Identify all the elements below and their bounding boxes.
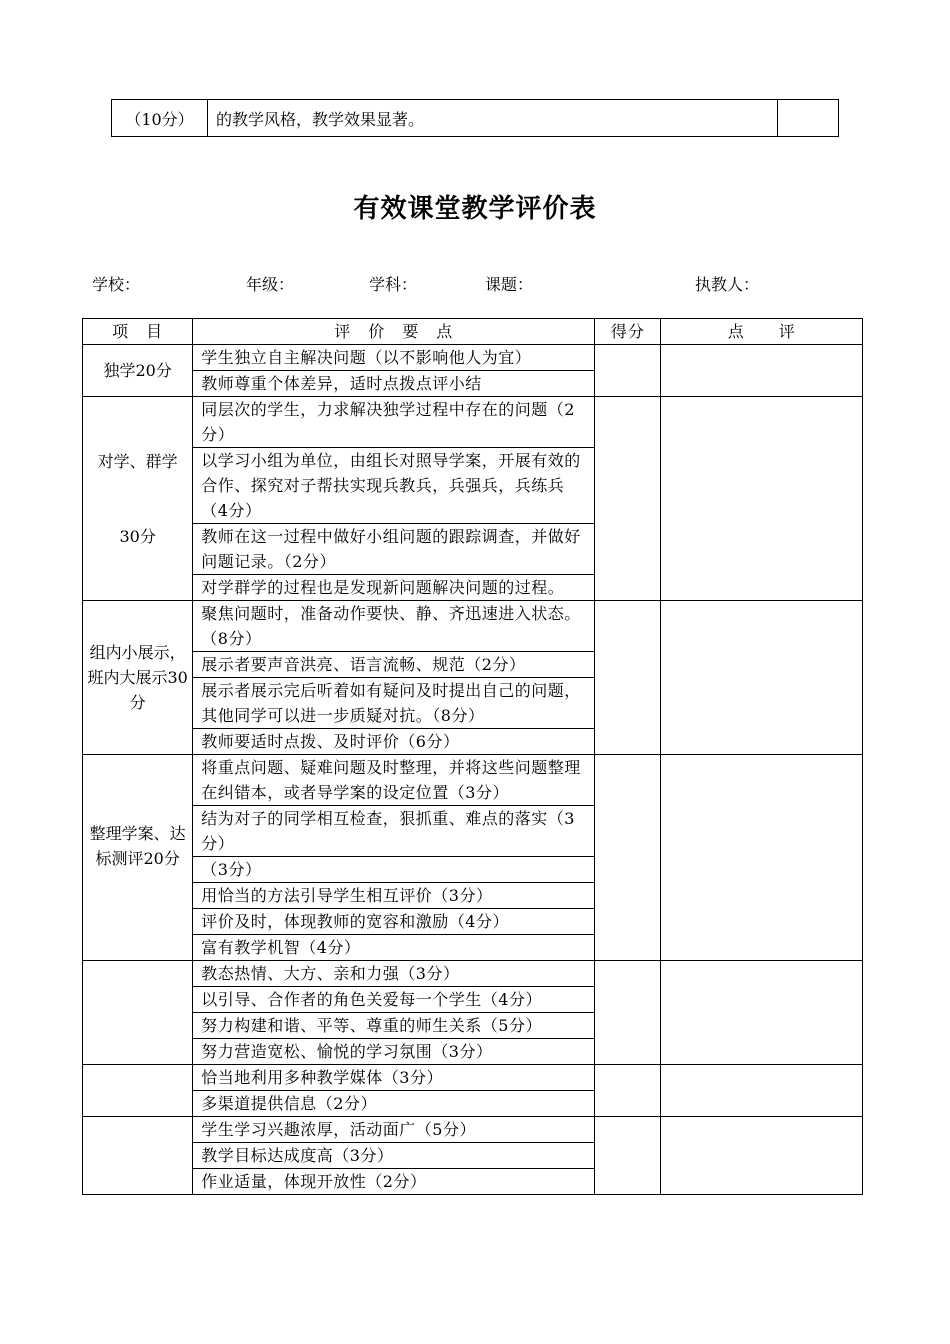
score-cell (595, 1065, 661, 1117)
header-score: 得分 (595, 319, 661, 345)
comment-cell (661, 601, 863, 755)
point-cell: 教学目标达成度高（3分） (193, 1143, 595, 1169)
point-cell: 教师尊重个体差异，适时点拨点评小结 (193, 371, 595, 397)
header-points: 评 价 要 点 (193, 319, 595, 345)
point-cell: 结为对子的同学相互检查，狠抓重、难点的落实（3分） (193, 806, 595, 857)
point-cell: 学生独立自主解决问题（以不影响他人为宜） (193, 345, 595, 371)
point-cell: 作业适量，体现开放性（2分） (193, 1169, 595, 1195)
table-row (83, 397, 863, 448)
point-cell: 用恰当的方法引导学生相互评价（3分） (193, 883, 595, 909)
score-cell: （10分） (112, 100, 208, 137)
point-cell: （3分） (193, 857, 595, 883)
school-label: 学校： (92, 275, 141, 294)
item-label: 独学20分 (103, 361, 172, 380)
table-row (83, 1117, 863, 1143)
point-cell: 同层次的学生，力求解决独学过程中存在的问题（2分） (193, 397, 595, 448)
item-cell (83, 1117, 193, 1195)
point-cell: 教态热情、大方、亲和力强（3分） (193, 961, 595, 987)
point-cell: 对学群学的过程也是发现新问题解决问题的过程。 (193, 575, 595, 601)
item-cell (83, 961, 193, 1065)
point-cell: 以学习小组为单位，由组长对照导学案，开展有效的合作、探究对子帮扶实现兵教兵，兵强兵，兵练兵（4分） (193, 448, 595, 524)
header-comment: 点 评 (661, 319, 863, 345)
table-row (83, 345, 863, 371)
score-cell (595, 755, 661, 961)
point-cell: 将重点问题、疑难问题及时整理，并将这些问题整理在纠错本，或者导学案的设定位置（3分） (193, 755, 595, 806)
comment-cell (661, 1117, 863, 1195)
point-cell: 聚焦问题时，准备动作要快、静、齐迅速进入状态。（8分） (193, 601, 595, 652)
table-header-row (83, 319, 863, 345)
score-cell (595, 601, 661, 755)
evaluation-table (82, 318, 863, 1195)
point-cell: 多渠道提供信息（2分） (193, 1091, 595, 1117)
subject-label: 学科： (369, 275, 418, 294)
item-cell (83, 345, 193, 397)
point-cell: 教师在这一过程中做好小组问题的跟踪调查，并做好问题记录。（2分） (193, 524, 595, 575)
comment-cell (661, 397, 863, 601)
point-cell: 以引导、合作者的角色关爱每一个学生（4分） (193, 987, 595, 1013)
item-cell (83, 397, 193, 601)
score-cell (595, 345, 661, 397)
point-cell: 评价及时，体现教师的宽容和激励（4分） (193, 909, 595, 935)
table-row (83, 961, 863, 987)
point-cell: 教师要适时点拨、及时评价（6分） (193, 729, 595, 755)
header-item: 项 目 (83, 319, 193, 345)
comment-cell (661, 755, 863, 961)
point-cell: 学生学习兴趣浓厚，活动面广（5分） (193, 1117, 595, 1143)
comment-cell (661, 1065, 863, 1117)
point-cell: 富有教学机智（4分） (193, 935, 595, 961)
grade-label: 年级： (246, 275, 295, 294)
item-cell (83, 755, 193, 961)
score-cell (595, 961, 661, 1065)
item-label: 组内小展示，班内大展示30分 (87, 643, 188, 712)
criteria-cell: 的教学风格，教学效果显著。 (208, 100, 778, 137)
point-cell: 努力营造宽松、愉悦的学习氛围（3分） (193, 1039, 595, 1065)
blank-cell (778, 100, 839, 137)
table-row (83, 601, 863, 652)
score-cell (595, 397, 661, 601)
item-label: 对学、群学 (97, 451, 178, 471)
table-row (83, 755, 863, 806)
page-title: 有效课堂教学评价表 (353, 194, 597, 224)
point-cell: 展示者要声音洪亮、语言流畅、规范（2分） (193, 652, 595, 678)
comment-cell (661, 345, 863, 397)
topic-label: 课题： (485, 275, 534, 294)
score-cell (595, 1117, 661, 1195)
table-row (112, 100, 839, 137)
previous-page-table-fragment (111, 99, 839, 137)
table-row (83, 1065, 863, 1091)
point-cell: 展示者展示完后听着如有疑问及时提出自己的问题，其他同学可以进一步质疑对抗。（8分） (193, 678, 595, 729)
point-cell: 努力构建和谐、平等、尊重的师生关系（5分） (193, 1013, 595, 1039)
item-label: 整理学案、达标测评20分 (89, 824, 186, 868)
point-cell: 恰当地利用多种教学媒体（3分） (193, 1065, 595, 1091)
item-cell (83, 601, 193, 755)
comment-cell (661, 961, 863, 1065)
item-cell (83, 1065, 193, 1117)
teacher-label: 执教人： (695, 275, 760, 294)
item-label: 30分 (119, 526, 156, 546)
